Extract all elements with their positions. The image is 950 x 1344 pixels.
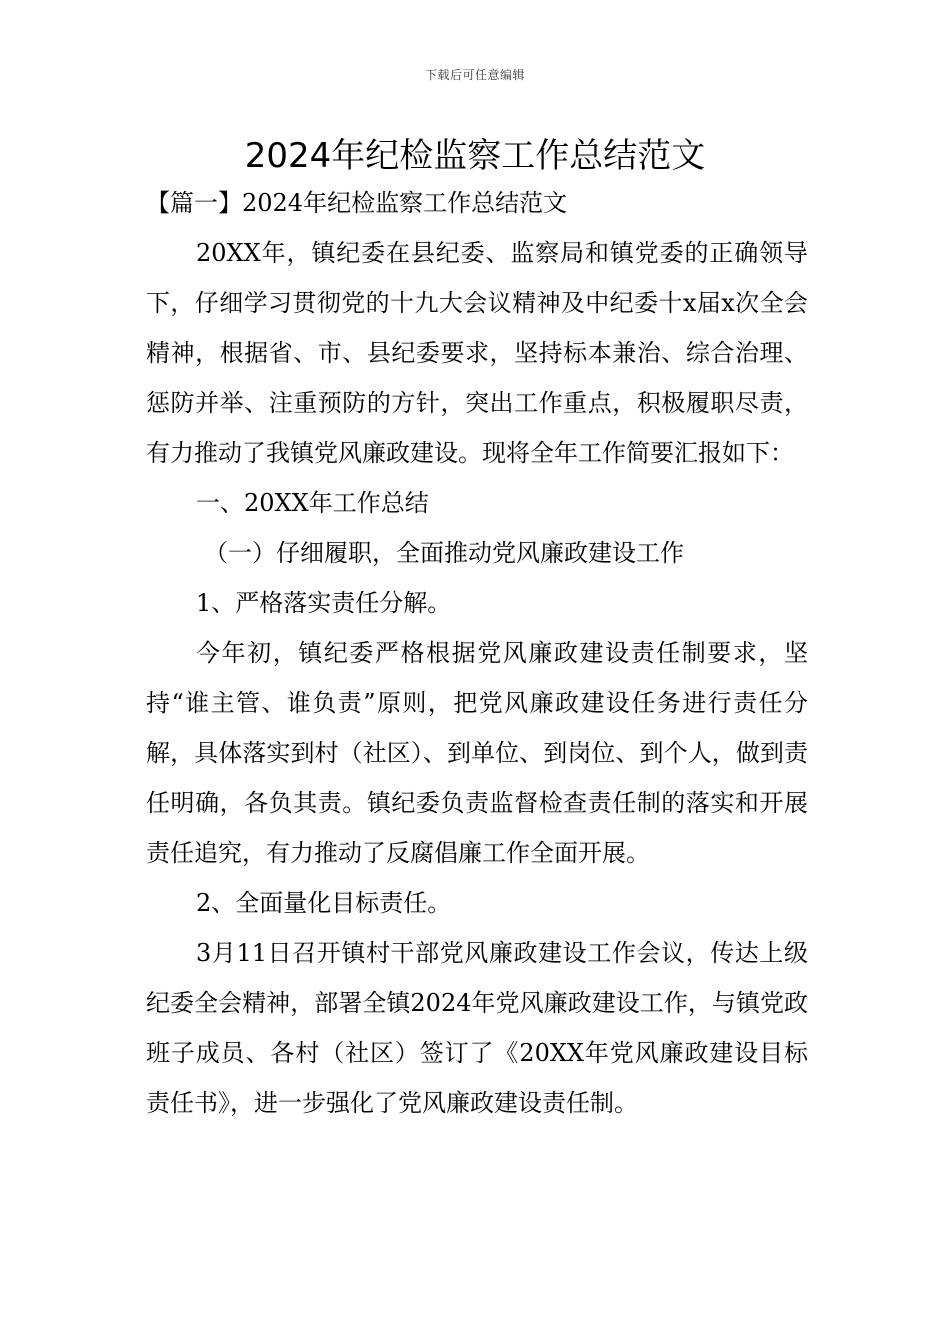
heading-item-2: 2、全面量化目标责任。 [196,889,452,917]
paragraph-intro: 20XX年，镇纪委在县纪委、监察局和镇党委的正确领导下，仔细学习贯彻党的十九大会议精神及中纪委十x届x次全会精神，根据省、市、县纪委要求，坚持标本兼治、综合治理、惩防并举、注重预防的方针，突出工作重点，积极履职尽责，有力推动了我镇党风廉政建设。现将全年工作简要汇报如下： [146,239,808,467]
heading-level-1: 一、20XX年工作总结 [196,489,429,517]
header-note: 下载后可任意编辑 [424,68,525,82]
heading-item-1: 1、严格落实责任分解。 [196,589,452,617]
heading-level-2: （一）仔细履职，全面推动党风廉政建设工作 [204,539,684,567]
section-heading: 【篇一】2024年纪检监察工作总结范文 [146,189,568,217]
paragraph-item-2: 3月11日召开镇村干部党风廉政建设工作会议，传达上级纪委全会精神，部署全镇2024年党风廉政建设工作，与镇党政班子成员、各村（社区）签订了《20XX年党风廉政建设目标责任书》，进一步强化了党风廉政建设责任制。 [146,939,808,1117]
document-body [146,178,808,1128]
document-title: 2024年纪检监察工作总结范文 [244,136,706,176]
paragraph-item-1: 今年初，镇纪委严格根据党风廉政建设责任制要求，坚持“谁主管、谁负责”原则，把党风廉政建设任务进行责任分解，具体落实到村（社区）、到单位、到岗位、到个人，做到责任明确，各负其责。镇纪委负责监督检查责任制的落实和开展责任追究，有力推动了反腐倡廉工作全面开展。 [146,639,808,867]
